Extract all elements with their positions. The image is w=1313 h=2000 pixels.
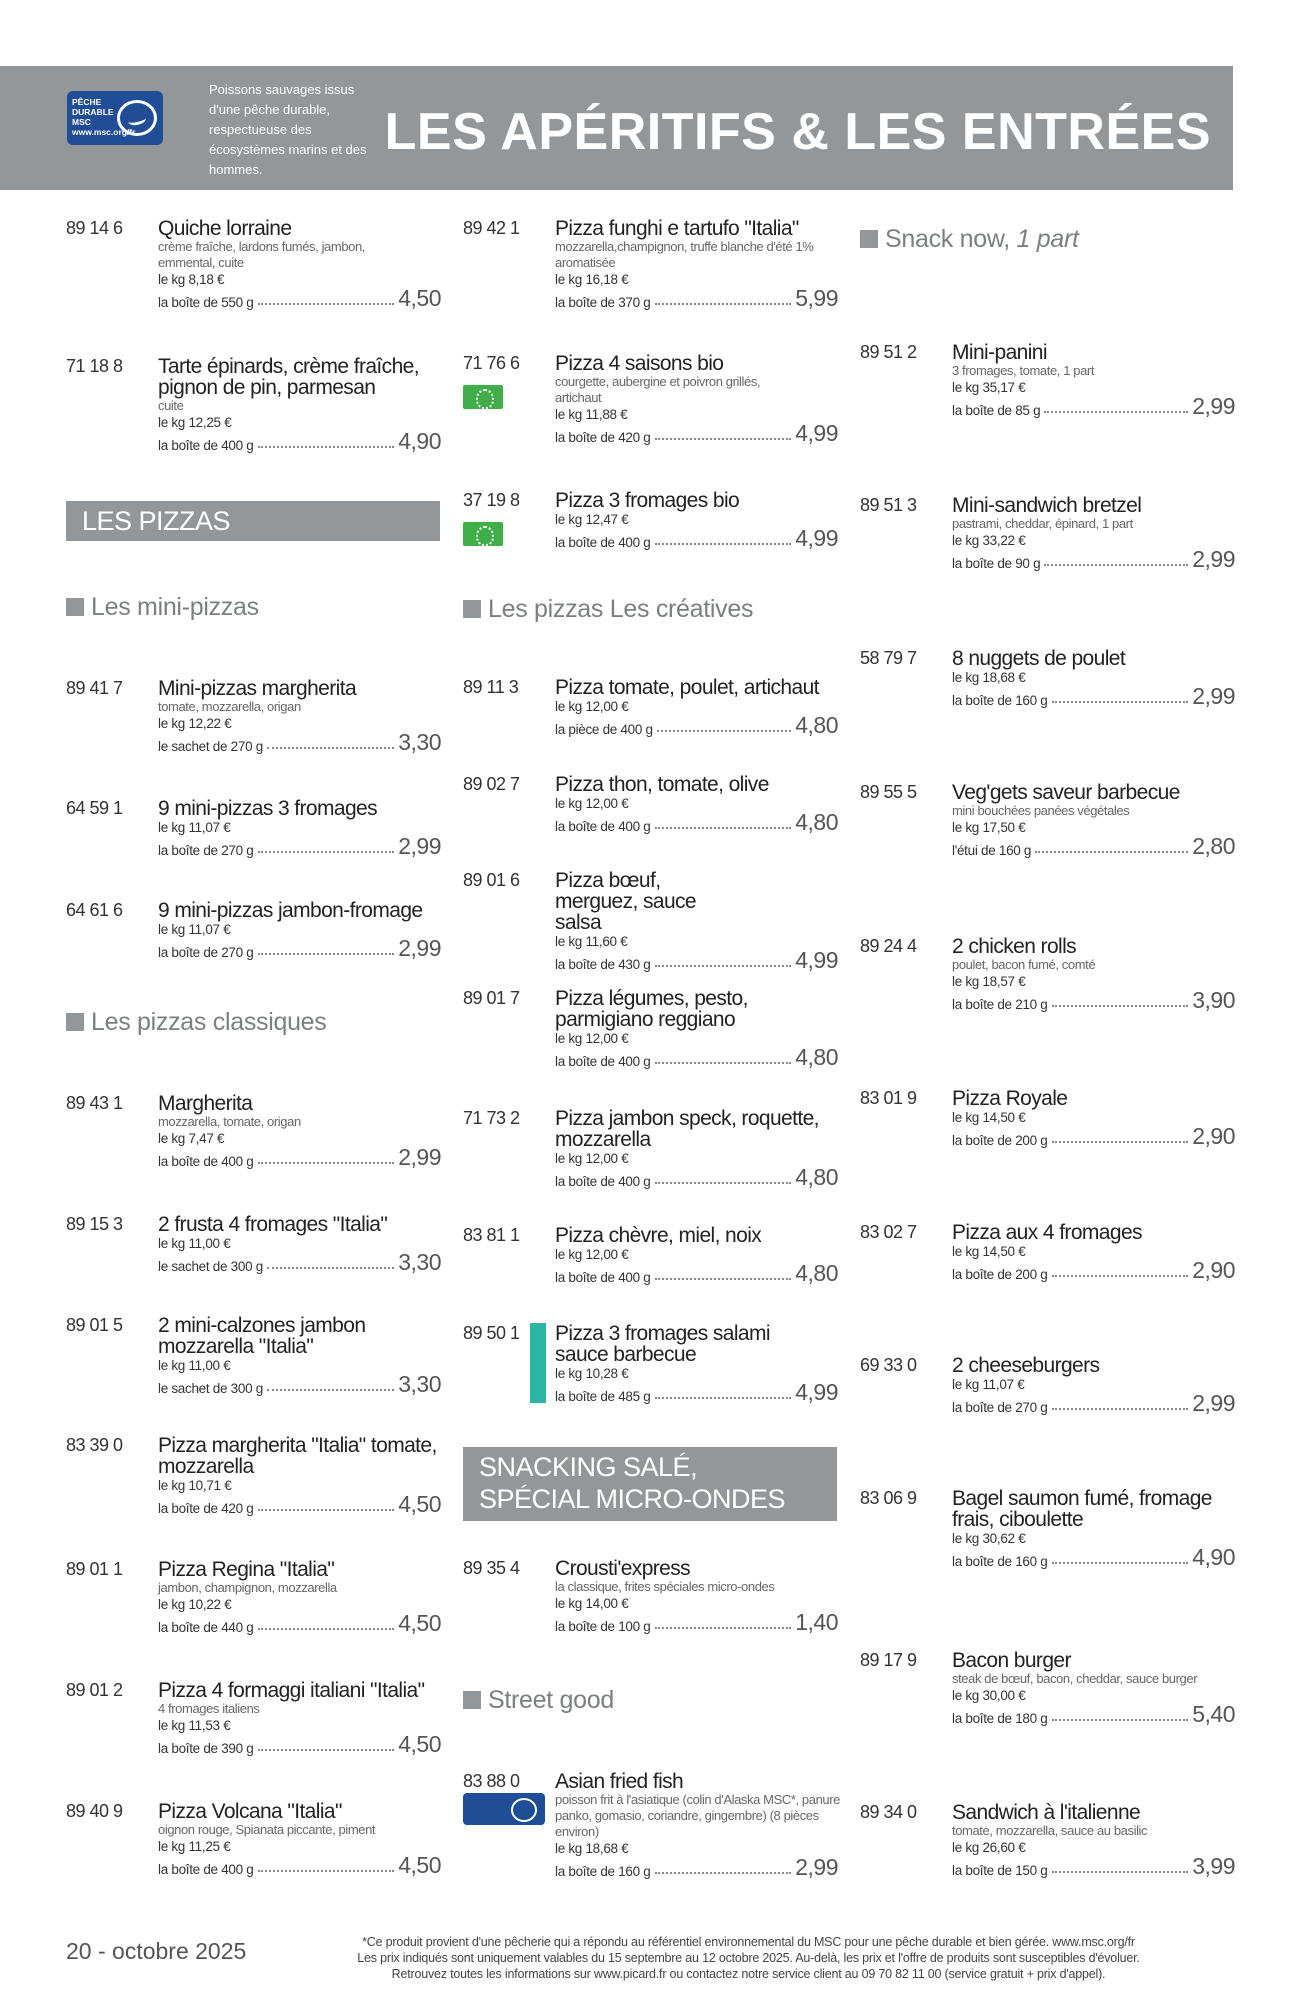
pack-size: le sachet de 300 g — [158, 1259, 263, 1274]
leader-dots — [258, 851, 395, 853]
pack-size: la boîte de 440 g — [158, 1620, 254, 1635]
product-name: Pizza 4 formaggi italiani "Italia" — [158, 1679, 425, 1702]
product-code: 89 50 1 — [463, 1323, 520, 1343]
price-per-kg: le kg 18,68 € — [952, 670, 1026, 685]
header-blurb: Poissons sauvages issus d'une pêche durable, respectueuse des écosystèmes marins et des hommes. — [209, 82, 367, 177]
price-per-kg: le kg 12,22 € — [158, 716, 232, 731]
leader-dots — [655, 1627, 792, 1629]
pack-size: la boîte de 90 g — [952, 556, 1041, 571]
product-name: 9 mini-pizzas jambon-fromage — [158, 899, 423, 922]
product-price: 4,90 — [398, 428, 441, 454]
leader-dots — [655, 303, 792, 305]
product-code: 89 01 5 — [66, 1315, 123, 1335]
subsection-pizzas-classiques: Les pizzas classiques — [66, 1008, 327, 1037]
product-name: 2 mini-calzones jambon mozzarella "Italia" — [158, 1314, 366, 1358]
product-price: 2,99 — [1192, 393, 1235, 419]
price-per-kg: le kg 11,07 € — [158, 820, 231, 835]
price-per-kg: le kg 12,47 € — [555, 512, 629, 527]
product-price: 4,99 — [795, 525, 838, 551]
product-code: 89 14 6 — [66, 218, 123, 238]
price-per-kg: le kg 12,00 € — [555, 1151, 629, 1166]
product-name: Pizza 4 saisons bio — [555, 352, 724, 375]
product-price: 2,99 — [1192, 546, 1235, 572]
banner-line-2: SPÉCIAL MICRO-ONDES — [479, 1484, 786, 1514]
price-per-kg: le kg 11,00 € — [158, 1358, 231, 1373]
section-banner-snacking — [463, 1447, 837, 1521]
leader-dots — [1052, 701, 1189, 703]
leader-dots — [1044, 564, 1188, 566]
product-price: 3,30 — [398, 729, 441, 755]
product-price: 2,99 — [1192, 1390, 1235, 1416]
product-code: 89 35 4 — [463, 1558, 520, 1578]
product-desc: 4 fromages italiens — [158, 1701, 260, 1716]
pack-size: la boîte de 420 g — [158, 1501, 254, 1516]
product-code: 89 02 7 — [463, 774, 520, 794]
product-desc: tomate, mozzarella, origan — [158, 699, 301, 714]
pack-size: la boîte de 270 g — [158, 843, 254, 858]
product-code: 89 01 7 — [463, 988, 520, 1008]
product-code: 83 39 0 — [66, 1435, 123, 1455]
price-per-kg: le kg 35,17 € — [952, 380, 1026, 395]
price-per-kg: le kg 18,57 € — [952, 974, 1026, 989]
product-name: Margherita — [158, 1092, 253, 1115]
product-code: 71 73 2 — [463, 1108, 520, 1128]
leader-dots — [655, 1062, 792, 1064]
banner-line-1: SNACKING SALÉ, — [479, 1452, 698, 1482]
pack-size: le sachet de 270 g — [158, 739, 263, 754]
footer-note-prices: Les prix indiqués sont uniquement valables du 15 septembre au 12 octobre 2025. Au-delà, les prix et l'offre de produits sont susceptibles d'évoluer. — [357, 1951, 1140, 1965]
product-price: 4,80 — [795, 1260, 838, 1286]
price-per-kg: le kg 7,47 € — [158, 1131, 225, 1146]
product-desc: mini bouchées panées végétales — [952, 803, 1130, 818]
leader-dots — [258, 1628, 395, 1630]
product-desc: poisson frit à l'asiatique (colin d'Alaska MSC*, panure panko, gomasio, coriandre, gingembre) (8 pièces environ) — [555, 1792, 841, 1839]
organic-leaf-icon — [463, 385, 503, 409]
section-banner-pizzas: LES PIZZAS — [66, 501, 440, 541]
product-name: Pizza 3 fromages salami sauce barbecue — [555, 1322, 770, 1366]
product-name: Mini-panini — [952, 341, 1047, 364]
product-price: 2,99 — [1192, 683, 1235, 709]
price-per-kg: le kg 26,60 € — [952, 1840, 1026, 1855]
product-price: 3,30 — [398, 1371, 441, 1397]
product-name: Pizza bœuf, merguez, sauce salsa — [555, 869, 697, 934]
leader-dots — [267, 1389, 394, 1391]
product-price: 4,80 — [795, 809, 838, 835]
product-desc: cuite — [158, 398, 184, 413]
pack-size: le sachet de 300 g — [158, 1381, 263, 1396]
product-price: 4,50 — [398, 1852, 441, 1878]
leader-dots — [1052, 1005, 1189, 1007]
leader-dots — [1052, 1562, 1189, 1564]
product-code: 83 02 7 — [860, 1222, 917, 1242]
product-desc: courgette, aubergine et poivron grillés, artichaut — [555, 374, 761, 405]
msc-logo-text: PÊCHE DURABLE MSC www.msc.org/fr — [72, 97, 136, 137]
product-price: 2,99 — [398, 833, 441, 859]
product-price: 5,40 — [1192, 1701, 1235, 1727]
product-desc: 3 fromages, tomate, 1 part — [952, 363, 1095, 378]
product-desc: crème fraîche, lardons fumés, jambon, emmental, cuite — [158, 239, 366, 270]
pack-size: la boîte de 400 g — [555, 1174, 651, 1189]
product-name: Pizza 3 fromages bio — [555, 489, 740, 512]
subsection-pizzas-creatives: Les pizzas Les créatives — [463, 595, 753, 624]
product-name: Pizza Volcana "Italia" — [158, 1800, 342, 1823]
product-name: Bacon burger — [952, 1649, 1071, 1672]
product-price: 4,99 — [795, 1379, 838, 1405]
product-name: Pizza Regina "Italia" — [158, 1558, 335, 1581]
product-code: 83 01 9 — [860, 1088, 917, 1108]
product-name: Pizza Royale — [952, 1087, 1068, 1110]
product-name: Pizza margherita "Italia" tomate, mozzarella — [158, 1434, 437, 1478]
leader-dots — [1044, 411, 1188, 413]
product-code: 69 33 0 — [860, 1355, 917, 1375]
product-price: 2,90 — [1192, 1257, 1235, 1283]
organic-leaf-icon — [463, 522, 503, 546]
price-per-kg: le kg 30,00 € — [952, 1688, 1026, 1703]
pack-size: la boîte de 400 g — [158, 438, 254, 453]
new-product-marker — [530, 1323, 546, 1403]
product-name: Pizza thon, tomate, olive — [555, 773, 769, 796]
pack-size: la boîte de 390 g — [158, 1741, 254, 1756]
leader-dots — [258, 1162, 395, 1164]
product-name: Mini-pizzas margherita — [158, 677, 357, 700]
product-name: Pizza tomate, poulet, artichaut — [555, 676, 819, 699]
product-code: 89 11 3 — [463, 677, 519, 697]
product-code: 89 17 9 — [860, 1650, 917, 1670]
product-code: 64 61 6 — [66, 900, 123, 920]
page-number: 20 - octobre 2025 — [66, 1938, 247, 1964]
product-name: Bagel saumon fumé, fromage frais, ciboulette — [952, 1487, 1212, 1531]
leader-dots — [657, 730, 792, 732]
price-per-kg: le kg 10,28 € — [555, 1366, 629, 1381]
product-price: 4,50 — [398, 1610, 441, 1636]
leader-dots — [267, 1267, 394, 1269]
leader-dots — [655, 827, 792, 829]
pack-size: la boîte de 400 g — [555, 819, 651, 834]
leader-dots — [655, 1182, 792, 1184]
msc-logo — [67, 91, 163, 145]
pack-size: la boîte de 100 g — [555, 1619, 651, 1634]
price-per-kg: le kg 12,00 € — [555, 699, 629, 714]
price-per-kg: le kg 18,68 € — [555, 1841, 629, 1856]
pack-size: la boîte de 400 g — [555, 535, 651, 550]
leader-dots — [258, 1749, 395, 1751]
pack-size: la boîte de 150 g — [952, 1863, 1048, 1878]
product-code: 89 40 9 — [66, 1801, 123, 1821]
price-per-kg: le kg 14,00 € — [555, 1596, 629, 1611]
price-per-kg: le kg 8,18 € — [158, 272, 225, 287]
price-per-kg: le kg 11,88 € — [555, 407, 628, 422]
leader-dots — [258, 953, 395, 955]
product-name: Tarte épinards, crème fraîche, pignon de pin, parmesan — [158, 355, 419, 399]
pack-size: la boîte de 200 g — [952, 1267, 1048, 1282]
product-price: 4,80 — [795, 712, 838, 738]
product-code: 71 76 6 — [463, 353, 520, 373]
product-price: 2,90 — [1192, 1123, 1235, 1149]
product-name: Pizza aux 4 fromages — [952, 1221, 1142, 1244]
price-per-kg: le kg 11,53 € — [158, 1718, 231, 1733]
price-per-kg: le kg 17,50 € — [952, 820, 1026, 835]
footer-notes — [256, 1934, 1241, 1982]
subsection-snack-now — [860, 225, 1079, 254]
msc-fish-icon — [117, 100, 157, 136]
product-code: 89 01 2 — [66, 1680, 123, 1700]
price-per-kg: le kg 12,00 € — [555, 1247, 629, 1262]
leader-dots — [1052, 1871, 1189, 1873]
product-price: 2,80 — [1192, 833, 1235, 859]
pack-size: la boîte de 160 g — [952, 693, 1048, 708]
product-name: Quiche lorraine — [158, 217, 292, 240]
price-per-kg: le kg 14,50 € — [952, 1244, 1026, 1259]
page-title: LES APÉRITIFS & LES ENTRÉES — [384, 103, 1211, 161]
product-desc: jambon, champignon, mozzarella — [158, 1580, 337, 1595]
price-per-kg: le kg 11,25 € — [158, 1839, 231, 1854]
product-code: 89 15 3 — [66, 1214, 123, 1234]
product-name: Pizza légumes, pesto, parmigiano reggiano — [555, 987, 748, 1031]
product-price: 4,50 — [398, 285, 441, 311]
leader-dots — [655, 543, 792, 545]
product-price: 2,99 — [795, 1854, 838, 1880]
product-desc: tomate, mozzarella, sauce au basilic — [952, 1823, 1148, 1838]
product-name: Pizza jambon speck, roquette, mozzarella — [555, 1107, 819, 1151]
leader-dots — [267, 747, 394, 749]
subsection-street-good: Street good — [463, 1686, 614, 1715]
pack-size: la boîte de 550 g — [158, 295, 254, 310]
pack-size: la boîte de 200 g — [952, 1133, 1048, 1148]
msc-label-icon — [463, 1793, 545, 1825]
leader-dots — [1052, 1275, 1189, 1277]
product-code: 89 01 6 — [463, 870, 520, 890]
pack-size: la boîte de 160 g — [555, 1864, 651, 1879]
pack-size: la boîte de 400 g — [158, 1154, 254, 1169]
price-per-kg: le kg 11,07 € — [158, 922, 231, 937]
leader-dots — [1052, 1719, 1189, 1721]
product-code: 89 51 3 — [860, 495, 917, 515]
product-code: 64 59 1 — [66, 798, 123, 818]
leader-dots — [655, 1397, 792, 1399]
product-price: 4,99 — [795, 947, 838, 973]
price-per-kg: le kg 14,50 € — [952, 1110, 1026, 1125]
product-name: 2 frusta 4 fromages "Italia" — [158, 1213, 388, 1236]
leader-dots — [655, 438, 792, 440]
product-price: 1,40 — [795, 1609, 838, 1635]
product-code: 89 51 2 — [860, 342, 917, 362]
price-per-kg: le kg 30,62 € — [952, 1531, 1026, 1546]
product-desc: pastrami, cheddar, épinard, 1 part — [952, 516, 1133, 531]
product-code: 89 55 5 — [860, 782, 917, 802]
product-desc: la classique, frites spéciales micro-ondes — [555, 1579, 775, 1594]
pack-size: la boîte de 400 g — [555, 1270, 651, 1285]
pack-size: la boîte de 160 g — [952, 1554, 1048, 1569]
pack-size: l'étui de 160 g — [952, 843, 1032, 858]
leader-dots — [655, 965, 792, 967]
product-code: 89 01 1 — [66, 1559, 123, 1579]
product-price: 4,50 — [398, 1731, 441, 1757]
product-price: 4,99 — [795, 420, 838, 446]
pack-size: la boîte de 85 g — [952, 403, 1041, 418]
product-name: 2 chicken rolls — [952, 935, 1077, 958]
price-per-kg: le kg 11,00 € — [158, 1236, 231, 1251]
product-code: 83 06 9 — [860, 1488, 917, 1508]
product-price: 3,30 — [398, 1249, 441, 1275]
leader-dots — [258, 303, 395, 305]
product-price: 3,90 — [1192, 987, 1235, 1013]
price-per-kg: le kg 10,71 € — [158, 1478, 232, 1493]
leader-dots — [1052, 1141, 1189, 1143]
product-desc: steak de bœuf, bacon, cheddar, sauce burger — [952, 1671, 1198, 1686]
leader-dots — [258, 446, 395, 448]
price-per-kg: le kg 33,22 € — [952, 533, 1026, 548]
product-code: 89 41 7 — [66, 678, 123, 698]
footer-note-msc: *Ce produit provient d'une pêcherie qui a répondu au référentiel environnemental du MSC pour une pêche durable et bien gérée. www.msc.org/fr — [362, 1935, 1135, 1949]
product-price: 4,90 — [1192, 1544, 1235, 1570]
product-code: 83 88 0 — [463, 1771, 520, 1791]
pack-size: la boîte de 420 g — [555, 430, 651, 445]
product-name: 2 cheeseburgers — [952, 1354, 1100, 1377]
product-desc: mozzarella,champignon, truffe blanche d'été 1% aromatisée — [555, 239, 814, 270]
leader-dots — [1035, 851, 1188, 853]
product-name: Mini-sandwich bretzel — [952, 494, 1142, 517]
price-per-kg: le kg 12,00 € — [555, 1031, 629, 1046]
price-per-kg: le kg 16,18 € — [555, 272, 629, 287]
product-name: Sandwich à l'italienne — [952, 1801, 1141, 1824]
leader-dots — [655, 1278, 792, 1280]
footer-note-contact: Retrouvez toutes les informations sur www.picard.fr ou contactez notre service client au 09 70 82 11 00 (service gratuit + prix d'appel). — [391, 1967, 1106, 1981]
product-desc: poulet, bacon fumé, comté — [952, 957, 1096, 972]
pack-size: la boîte de 485 g — [555, 1389, 651, 1404]
pack-size: la boîte de 270 g — [158, 945, 254, 960]
pack-size: la boîte de 370 g — [555, 295, 651, 310]
product-code: 58 79 7 — [860, 648, 917, 668]
product-name: Veg'gets saveur barbecue — [952, 781, 1180, 804]
product-price: 4,50 — [398, 1491, 441, 1517]
pack-size: la boîte de 270 g — [952, 1400, 1048, 1415]
product-price: 4,80 — [795, 1164, 838, 1190]
pack-size: la boîte de 430 g — [555, 957, 651, 972]
product-price: 2,99 — [398, 1144, 441, 1170]
product-price: 5,99 — [795, 285, 838, 311]
price-per-kg: le kg 10,22 € — [158, 1597, 232, 1612]
product-name: Pizza chèvre, miel, noix — [555, 1224, 762, 1247]
leader-dots — [1052, 1408, 1189, 1410]
price-per-kg: le kg 12,25 € — [158, 415, 232, 430]
product-code: 89 24 4 — [860, 936, 917, 956]
product-code: 89 42 1 — [463, 218, 520, 238]
leader-dots — [258, 1509, 395, 1511]
snack-heading-italic: 1 part — [1016, 225, 1079, 253]
product-code: 83 81 1 — [463, 1225, 520, 1245]
product-desc: oignon rouge, Spianata piccante, piment — [158, 1822, 376, 1837]
pack-size: la boîte de 180 g — [952, 1711, 1048, 1726]
product-code: 37 19 8 — [463, 490, 520, 510]
product-name: 9 mini-pizzas 3 fromages — [158, 797, 378, 820]
product-code: 89 43 1 — [66, 1093, 123, 1113]
price-per-kg: le kg 11,60 € — [555, 934, 628, 949]
leader-dots — [258, 1870, 395, 1872]
product-price: 2,99 — [398, 935, 441, 961]
pack-size: la boîte de 210 g — [952, 997, 1048, 1012]
product-name: Pizza funghi e tartufo "Italia" — [555, 217, 799, 240]
price-per-kg: le kg 11,07 € — [952, 1377, 1025, 1392]
product-code: 71 18 8 — [66, 356, 123, 376]
product-name: 8 nuggets de poulet — [952, 647, 1126, 670]
product-price: 3,99 — [1192, 1853, 1235, 1879]
pack-size: la boîte de 400 g — [555, 1054, 651, 1069]
subsection-mini-pizzas: Les mini-pizzas — [66, 593, 259, 622]
page-header — [0, 66, 1233, 190]
product-price: 4,80 — [795, 1044, 838, 1070]
price-per-kg: le kg 12,00 € — [555, 796, 629, 811]
product-code: 89 34 0 — [860, 1802, 917, 1822]
product-name: Asian fried fish — [555, 1770, 684, 1793]
product-desc: mozzarella, tomate, origan — [158, 1114, 301, 1129]
product-name: Crousti'express — [555, 1557, 691, 1580]
leader-dots — [655, 1872, 792, 1874]
pack-size: la pièce de 400 g — [555, 722, 653, 737]
pack-size: la boîte de 400 g — [158, 1862, 254, 1877]
snack-heading-text: Snack now, — [885, 225, 1010, 253]
